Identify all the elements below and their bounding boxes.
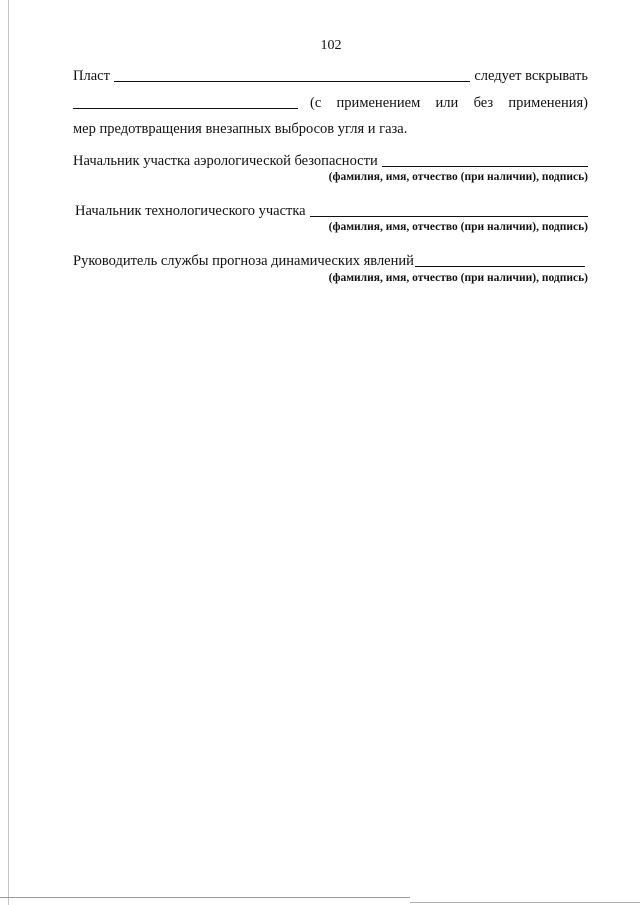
signature-line-forecast — [73, 252, 585, 270]
signature-title: Начальник технологического участка — [75, 203, 306, 219]
method-line — [73, 94, 588, 112]
method-text: (с применением или без применения) — [310, 95, 588, 111]
measures-text: мер предотвращения внезапных выбросов угля и газа. — [73, 121, 408, 137]
signature-blank — [415, 254, 585, 267]
signature-title: Начальник участка аэрологической безопасности — [73, 153, 378, 169]
signature-caption: (фамилия, имя, отчество (при наличии), подпись) — [328, 171, 588, 183]
scan-edge-left — [8, 0, 9, 905]
method-blank — [73, 96, 298, 109]
scan-edge-bottom-right — [410, 902, 640, 903]
signature-caption: (фамилия, имя, отчество (при наличии), подпись) — [328, 272, 588, 284]
seam-name-blank — [114, 69, 470, 82]
signature-title: Руководитель службы прогноза динамических явлений — [73, 253, 414, 269]
signature-line-technology — [75, 202, 588, 220]
signature-blank — [310, 204, 588, 217]
signature-caption: (фамилия, имя, отчество (при наличии), подпись) — [328, 221, 588, 233]
signature-line-aerology — [73, 152, 588, 170]
seam-line — [73, 67, 588, 85]
signature-blank — [382, 154, 588, 167]
scan-edge-bottom — [0, 897, 410, 898]
measures-line — [73, 120, 588, 138]
page-number: 102 — [320, 38, 342, 53]
seam-label: Пласт — [73, 68, 110, 84]
seam-suffix: следует вскрывать — [474, 68, 588, 84]
